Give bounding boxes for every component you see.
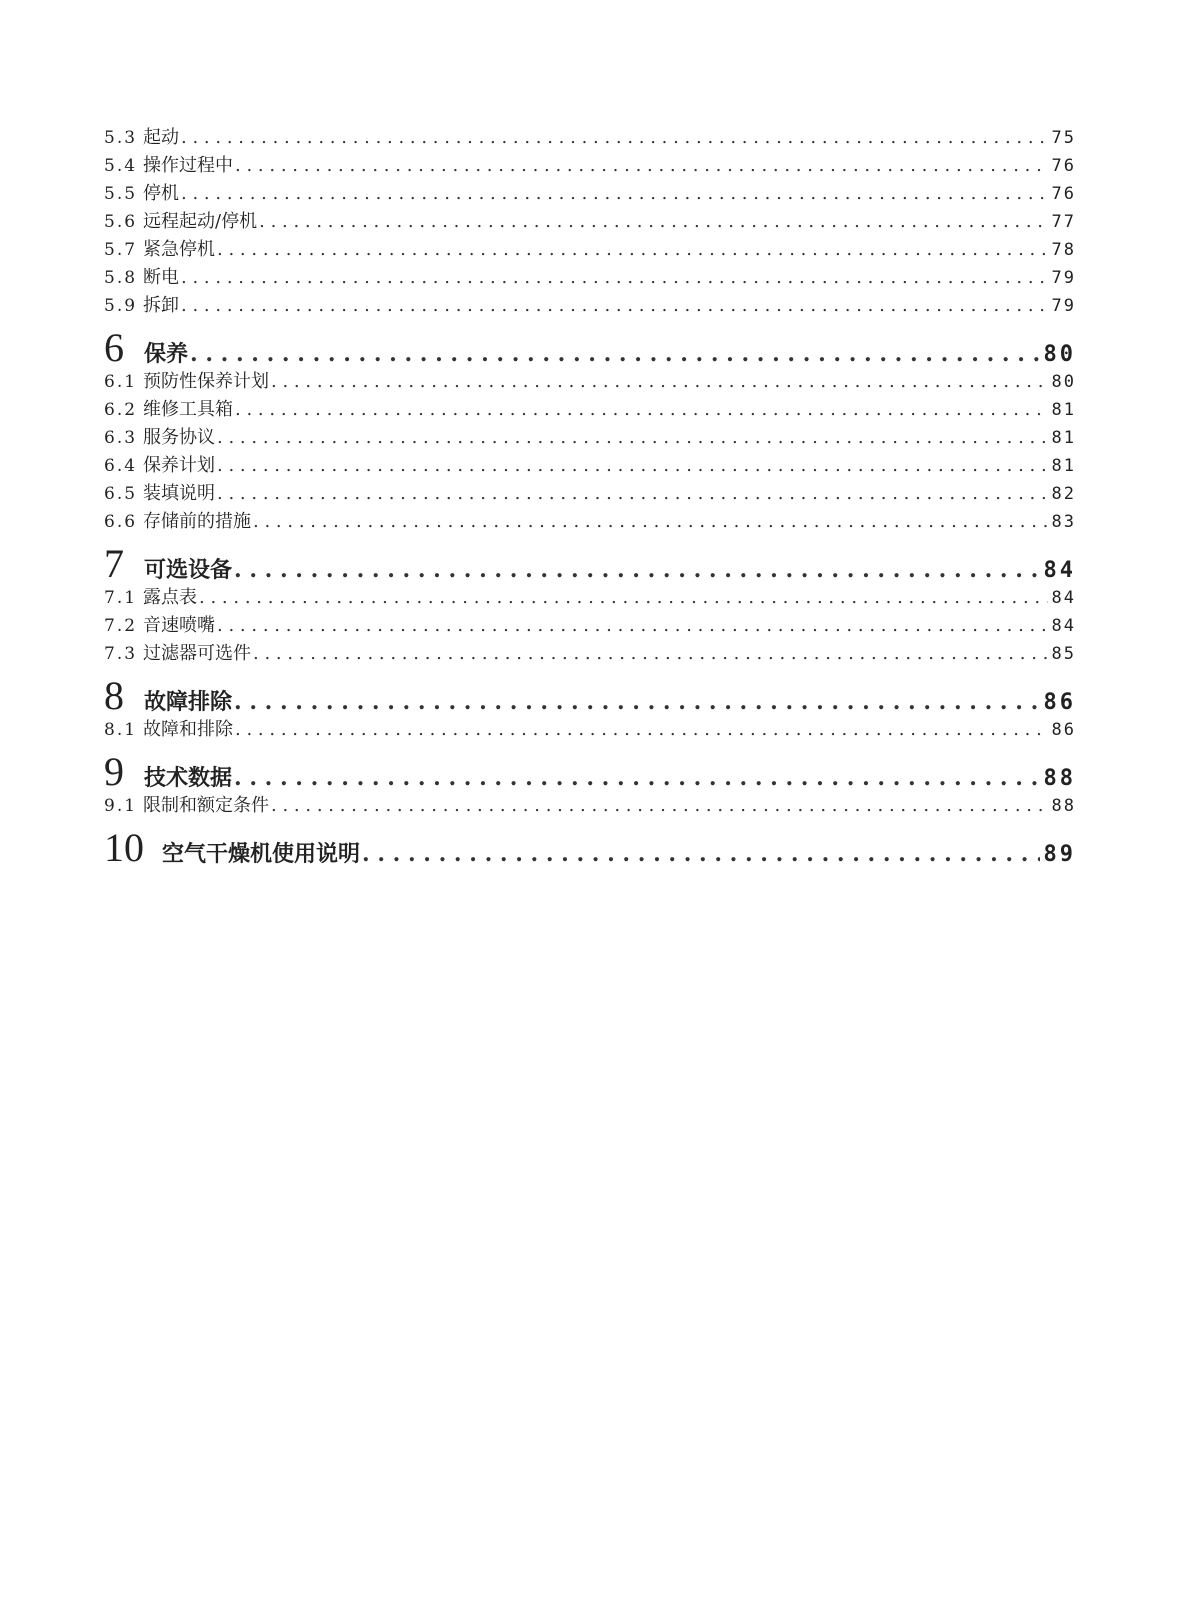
toc-section-entry[interactable] — [104, 124, 1076, 152]
page-number: 81 — [1051, 428, 1076, 448]
toc-chapter-entry[interactable] — [104, 749, 1076, 794]
page-number: 86 — [1051, 720, 1076, 740]
dot-leader — [199, 584, 1047, 612]
toc-section-entry[interactable] — [104, 716, 1076, 744]
page-number: 76 — [1051, 184, 1076, 204]
section-title: 远程起动/停机 — [143, 211, 258, 232]
page-number: 77 — [1051, 212, 1076, 232]
section-number: 8.1 — [104, 720, 138, 740]
section-number: 6.5 — [104, 484, 138, 504]
dot-leader — [271, 792, 1047, 820]
section-title: 音速喷嘴 — [143, 615, 216, 636]
page-number: 78 — [1051, 240, 1076, 260]
section-title: 服务协议 — [143, 427, 216, 448]
section-number: 7.1 — [104, 588, 138, 608]
page-number: 75 — [1051, 128, 1076, 148]
chapter-title: 空气干燥机使用说明 — [162, 841, 361, 867]
section-number: 6.3 — [104, 428, 138, 448]
dot-leader — [217, 452, 1047, 480]
section-title: 起动 — [143, 127, 180, 148]
dot-leader — [235, 152, 1047, 180]
page-number: 88 — [1043, 766, 1076, 791]
toc-section-entry[interactable] — [104, 792, 1076, 820]
toc-section-entry[interactable] — [104, 640, 1076, 668]
section-title: 装填说明 — [143, 483, 216, 504]
dot-leader — [217, 612, 1047, 640]
section-number: 5.7 — [104, 240, 138, 260]
page-number: 83 — [1051, 512, 1076, 532]
section-number: 7.2 — [104, 616, 138, 636]
chapter-title: 可选设备 — [144, 557, 233, 583]
section-title: 限制和额定条件 — [143, 795, 270, 816]
dot-leader — [235, 716, 1047, 744]
section-number: 5.8 — [104, 268, 138, 288]
dot-leader — [235, 396, 1047, 424]
section-title: 保养计划 — [143, 455, 216, 476]
toc-chapter-entry[interactable] — [104, 325, 1076, 370]
toc-section-entry[interactable] — [104, 208, 1076, 236]
page-number: 84 — [1051, 616, 1076, 636]
toc-section-entry[interactable] — [104, 612, 1076, 640]
section-number: 9.1 — [104, 796, 138, 816]
section-number: 6.6 — [104, 512, 138, 532]
section-title: 存储前的措施 — [143, 511, 252, 532]
section-title: 故障和排除 — [143, 719, 234, 740]
chapter-title: 故障排除 — [144, 689, 233, 715]
toc-chapter-entry[interactable] — [104, 825, 1076, 870]
page-number: 85 — [1051, 644, 1076, 664]
toc-section-entry[interactable] — [104, 180, 1076, 208]
section-number: 6.2 — [104, 400, 138, 420]
page-number: 86 — [1043, 690, 1076, 715]
chapter-number: 7 — [104, 541, 124, 586]
page-number: 79 — [1051, 296, 1076, 316]
chapter-number: 8 — [104, 673, 124, 718]
toc-chapter-entry[interactable] — [104, 541, 1076, 586]
toc-section-entry[interactable] — [104, 152, 1076, 180]
dot-leader — [181, 180, 1047, 208]
dot-leader — [217, 480, 1047, 508]
toc-section-entry[interactable] — [104, 584, 1076, 612]
section-number: 7.3 — [104, 644, 138, 664]
dot-leader — [217, 424, 1047, 452]
page-number: 76 — [1051, 156, 1076, 176]
toc-section-entry[interactable] — [104, 396, 1076, 424]
section-number: 5.6 — [104, 212, 138, 232]
dot-leader — [217, 236, 1047, 264]
page-number: 80 — [1051, 372, 1076, 392]
section-title: 紧急停机 — [143, 239, 216, 260]
dot-leader — [181, 264, 1047, 292]
section-number: 5.5 — [104, 184, 138, 204]
chapter-title: 保养 — [144, 341, 189, 367]
dot-leader — [181, 292, 1047, 320]
toc-section-entry[interactable] — [104, 452, 1076, 480]
toc-chapter-entry[interactable] — [104, 673, 1076, 718]
toc-section-entry[interactable] — [104, 236, 1076, 264]
page-number: 89 — [1043, 842, 1076, 867]
page-number: 84 — [1043, 558, 1076, 583]
page-number: 84 — [1051, 588, 1076, 608]
section-title: 过滤器可选件 — [143, 643, 252, 664]
chapter-number: 6 — [104, 325, 124, 370]
table-of-contents — [104, 124, 1076, 868]
section-title: 拆卸 — [143, 295, 180, 316]
page-number: 82 — [1051, 484, 1076, 504]
page-number: 81 — [1051, 400, 1076, 420]
toc-section-entry[interactable] — [104, 424, 1076, 452]
dot-leader — [362, 834, 1039, 874]
section-title: 停机 — [143, 183, 180, 204]
page-number: 88 — [1051, 796, 1076, 816]
section-title: 操作过程中 — [143, 155, 234, 176]
chapter-number: 10 — [104, 825, 144, 870]
section-number: 5.9 — [104, 296, 138, 316]
page-number: 81 — [1051, 456, 1076, 476]
section-title: 断电 — [143, 267, 180, 288]
section-number: 6.4 — [104, 456, 138, 476]
page-number: 80 — [1043, 342, 1076, 367]
section-number: 5.4 — [104, 156, 138, 176]
section-title: 露点表 — [143, 587, 198, 608]
toc-section-entry[interactable] — [104, 480, 1076, 508]
dot-leader — [181, 124, 1047, 152]
toc-section-entry[interactable] — [104, 368, 1076, 396]
toc-section-entry[interactable] — [104, 508, 1076, 536]
dot-leader — [271, 368, 1047, 396]
section-title: 预防性保养计划 — [143, 371, 270, 392]
section-title: 维修工具箱 — [143, 399, 234, 420]
dot-leader — [253, 640, 1047, 668]
page-number: 79 — [1051, 268, 1076, 288]
toc-section-entry[interactable] — [104, 292, 1076, 320]
dot-leader — [253, 508, 1047, 536]
chapter-number: 9 — [104, 749, 124, 794]
chapter-title: 技术数据 — [144, 765, 233, 791]
toc-section-entry[interactable] — [104, 264, 1076, 292]
section-number: 5.3 — [104, 128, 138, 148]
dot-leader — [259, 208, 1047, 236]
section-number: 6.1 — [104, 372, 138, 392]
